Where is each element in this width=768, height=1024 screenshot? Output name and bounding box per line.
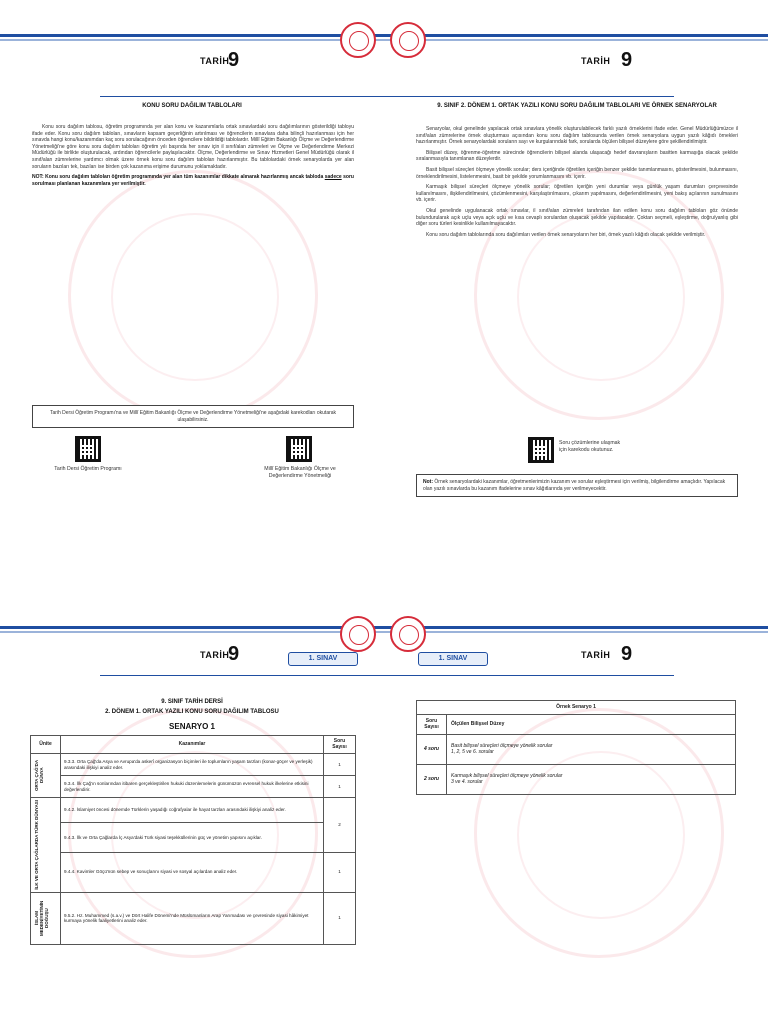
header-count: Soru Sayısı xyxy=(417,714,447,734)
subject-label: TARİH xyxy=(581,650,611,660)
section-title: 9. SINIF TARİH DERSİ xyxy=(161,699,223,705)
intro-text xyxy=(32,124,354,187)
header-stripe xyxy=(0,626,384,629)
header-stripe-thin xyxy=(384,631,768,633)
paragraph: Senaryolar, okul genelinde yapılacak ortak sınavlara yönelik oluşturulabilecek farklı yazılı örneklerini ifade eder. Genel Müdürlüğümüzce il sınıf/alan zümrelerine örnek oluşturması açısından konu soru dağılım tablosunda verilen örnek senaryolara uygun yazılı kâğıdı örnekleri hazırlanmıştır. Örnek senaryolardaki soruların sayı ve kurgularındaki fark, sorularda ölçülen bilişsel düzeylere göre şekillendirilmiştir. xyxy=(416,126,738,146)
level-cell: Basit bilişsel süreçleri ölçmeye yönelik sorular 1, 2, 5 ve 6. sorular xyxy=(447,734,736,764)
subject-label: TARİH xyxy=(200,650,230,660)
qr-regulation-caption: Millî Eğitim Bakanlığı Ölçme ve Değerlendirme Yönetmeliği xyxy=(264,466,336,479)
header-outcomes: Kazanımlar xyxy=(61,736,324,754)
title-rule xyxy=(100,675,384,676)
unit-label: İLK VE ORTA ÇAĞLARDA TÜRK DÜNYASI xyxy=(34,800,39,890)
header-stripe-thin xyxy=(0,631,384,633)
grade-number: 9 xyxy=(621,49,633,71)
qr-info-box: Tarih Dersi Öğretim Programı'na ve Millî Eğitim Bakanlığı Ölçme ve Değerlendirme Yönetmeliği'ne aşağıdaki karekodları okutarak ulaşabilirsiniz. xyxy=(32,405,354,428)
paragraph: Okul genelinde uygulanacak ortak sınavlar, il sınıf/alan zümreleri tarafından ilan edilen konu soru dağılım tabloları göz önünde bulundurularak açık uçlu veya açık uçlu ve kısa cevaplı sorulardan oluşacak şekilde yapılacaktır. Çoktan seçmeli, eşleştirme, doğru/yanlış gibi diğer soru türleri kesinlikle kullanılmayacaktır. xyxy=(416,207,738,228)
note-box: Not: Örnek senaryolardaki kazanımlar, öğretmenlerimizin kazanım ve sorular eşleştirmesi için verilmiş, bilgilendirme amaçlıdır. Yapılacak olan yazılı sınavlarda bu kazanım ifadelerine sınav kâğıtlarında yer verilmeyecektir. xyxy=(416,474,738,497)
grade-number: 9 xyxy=(228,643,240,665)
paragraph: Bilişsel düzey, öğrenme-öğretme sürecinde öğrencilerin bilişsel alanda ulaşacağı hedef davranışların basitten karmaşığa olacak şekilde sıralanmasıyla tanımlanan düzeylerdir. xyxy=(416,149,738,163)
header-stripe xyxy=(384,626,768,629)
table-title-row xyxy=(417,701,736,715)
paragraph: Basit bilişsel süreçleri ölçmeye yönelik sorular; ders içeriğinde öğretilen içeriğin benzer şekilde tanımlanmasını, gösterilmesini, bulunmasını, örneklendirilmesini, listelenmesini, basit bir şekilde yorumlanmasını vb. içerir. xyxy=(416,166,738,180)
section-subtitle: 2. DÖNEM 1. ORTAK YAZILI KONU SORU DAĞILIM TABLOSU xyxy=(105,709,279,715)
scenario-text xyxy=(416,126,738,242)
paragraph: Konu soru dağılım tablolarında soru dağılımları verilen örnek senaryoların her biri, örnek yazılı kâğıdı olacak şekilde verilmiştir. xyxy=(426,231,706,238)
grade-number: 9 xyxy=(621,643,633,665)
exam-badge: 1. SINAV xyxy=(288,652,358,666)
outcome-cell: 9.5.2. Hz. Muhammed (s.a.v.) ve Dört Halife Dönemi'nde Müslümanların Arap Yarımadası ve çevresinde siyasi hâkimiyet kurmaya yönelik faaliyetlerini analiz eder. xyxy=(61,892,324,944)
table-row xyxy=(31,754,356,776)
table-row xyxy=(417,764,736,794)
qr-solutions-caption: Soru çözümlerine ulaşmak için karekodu okutunuz. xyxy=(559,440,621,453)
outcome-cell: 9.4.3. İlk ve Orta Çağlarda İç Asya'daki Türk siyasi teşekküllerinin güç ve yönetim yapısını açıklar. xyxy=(61,823,324,852)
meb-logo xyxy=(390,22,426,58)
paragraph: Karmaşık bilişsel süreçleri ölçmeye yönelik sorular; öğretilen içeriğin yeni durumlar veya günlük yaşam durumları çerçevesinde kullanılmasını, ilişkilendirilmesini, çözümlenmesini, karşılaştırılmasını, çıkarım yapılmasını, değerlendirilmesini, yeni bakış açılarının sunulmasını vb. içerir. xyxy=(416,184,738,204)
table-row xyxy=(31,776,356,798)
table-header xyxy=(31,736,356,754)
title-rule xyxy=(384,96,674,97)
exam-badge: 1. SINAV xyxy=(418,652,488,666)
table-row xyxy=(417,734,736,764)
table-row xyxy=(31,823,356,852)
unit-label: ORTA ÇAĞ'DA DÜNYA xyxy=(34,759,44,792)
scenario-table xyxy=(416,700,736,795)
scenario-title: SENARYO 1 xyxy=(169,722,215,731)
count-cell: 1 xyxy=(324,754,356,776)
subject-label: TARİH xyxy=(200,56,230,66)
header-stripe-thin xyxy=(0,39,384,41)
grade-number: 9 xyxy=(228,49,240,71)
watermark-emblem xyxy=(68,170,318,420)
meb-logo xyxy=(390,616,426,652)
subject-label: TARİH xyxy=(581,56,611,66)
level-cell: Karmaşık bilişsel süreçleri ölçmeye yönelik sorular 3 ve 4. sorular xyxy=(447,764,736,794)
meb-logo xyxy=(340,22,376,58)
qr-code-solutions[interactable] xyxy=(528,437,554,463)
title-rule xyxy=(384,675,674,676)
table-title: Örnek Senaryo 1 xyxy=(417,701,736,715)
title-rule xyxy=(100,96,384,97)
qr-program-caption: Tarih Dersi Öğretim Programı xyxy=(54,466,122,472)
count-cell: 1 xyxy=(324,776,356,798)
header-count: Soru Sayısı xyxy=(324,736,356,754)
header-unit: Ünite xyxy=(31,736,61,754)
note: NOT: Konu soru dağılım tabloları öğretim programında yer alan tüm kazanımlar dikkate alınarak hazırlanmış ancak tabloda sadece soru sorulması planlanan kazanımlara yer verilmiştir. xyxy=(32,174,354,187)
header-stripe xyxy=(384,34,768,37)
header-stripe xyxy=(0,34,384,37)
page-title: KONU SORU DAĞILIM TABLOLARI xyxy=(142,103,242,109)
distribution-table xyxy=(30,735,356,945)
qr-code-regulation[interactable] xyxy=(286,436,312,462)
outcome-cell: 9.4.2. İslamiyet öncesi dönemde Türklerin yaşadığı coğrafyalar ile hayat tarzları arasındaki ilişkiyi analiz eder. xyxy=(61,798,324,823)
intro-paragraph: Konu soru dağılım tablosu, öğretim programında yer alan konu ve kazanımlarla ortak sınavlardaki soru dağılımlarının gösterildiği tabloyu ifade eder. Konu soru dağılım tabloları, sınavların kapsam geçerliğinin artırılması ve öğrencilerin sınavlara daha bilinçli hazırlanması için her sınavda hangi konu/kazanımdan kaç soru sorulacağının önceden öğrencilere bildirildiği tablolardır. Millî Eğitim Bakanlığı Ölçme ve Değerlendirme Yönetmeliği'ne göre konu soru dağılım tabloları öğretim yılı başında her sınav için il sınıf/alan zümreleri ve Ölçme ve Değerlendirme Merkezi Müdürlüğü ile birlikte oluşturulacak, ardından öğrencilerle paylaşılacaktır. Ölçme, Değerlendirme ve Sınav Hizmetleri Genel Müdürlüğü olarak il sınıf/alan zümrelerine yardımcı olmak üzere örnek konu soru dağılım tabloları hazırlanmıştır. Bu tablolardaki örnek senaryolarda yer alan soruların bazıları tek, bazıları ise birden çok kazanıma erişime durumunu yoklamaktadır. xyxy=(32,124,354,170)
header-stripe-thin xyxy=(384,39,768,41)
page-1 xyxy=(0,0,384,512)
table-row xyxy=(31,798,356,823)
unit-label: İSLAM MEDENİYETİNİN DOĞUŞU xyxy=(34,900,49,936)
count-cell: 1 xyxy=(324,892,356,944)
outcome-cell: 9.3.3. Orta Çağ'da Asya ve Avrupa'da askerî organizasyon biçimleri ile toplumların yaşam tarzları (konar-göçer ve yerleşik) arasındaki ilişkiyi analiz eder. xyxy=(61,754,324,776)
page-2 xyxy=(384,0,768,512)
count-cell: 4 soru xyxy=(417,734,447,764)
table-header xyxy=(417,714,736,734)
page-title: 9. SINIF 2. DÖNEM 1. ORTAK YAZILI KONU SORU DAĞILIM TABLOLARI VE ÖRNEK SENARYOLAR xyxy=(437,103,717,109)
table-row xyxy=(31,852,356,892)
outcome-cell: 9.4.4. Kavimler Göçü'nün sebep ve sonuçlarını siyasi ve sosyal açılardan analiz eder. xyxy=(61,852,324,892)
count-cell: 1 xyxy=(324,852,356,892)
qr-code-program[interactable] xyxy=(75,436,101,462)
meb-logo xyxy=(340,616,376,652)
outcome-cell: 9.3.4. İlk Çağ'ın sonlarından itibaren gerçekleştirilen hukuki düzenlemelerin günümüzün evrensel hukuk ilkelerine etkisini değerlendirir. xyxy=(61,776,324,798)
header-level: Ölçülen Bilişsel Düzey xyxy=(447,714,736,734)
count-cell: 2 soru xyxy=(417,764,447,794)
table-row xyxy=(31,892,356,944)
count-cell: 2 xyxy=(324,798,356,853)
